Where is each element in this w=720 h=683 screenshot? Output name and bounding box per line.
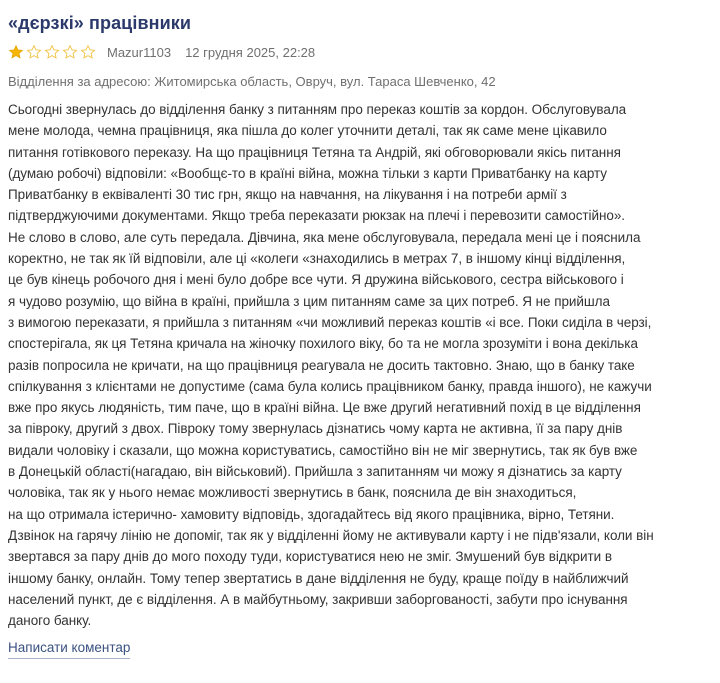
- review-title: «дєрзкі» працівники: [8, 13, 192, 33]
- review-body-line: це був кінець робочого дня і мені було добре все чути. Я дружина військового, сестра військового і: [8, 272, 624, 288]
- review-body-line: Дзвінок на гарячу лінію не допоміг, так як у відділенні йому не активували карту і не підв'язали, коли він: [8, 527, 654, 543]
- write-comment-link[interactable]: Написати коментар: [8, 638, 130, 659]
- review-body-line: чоловіка, так як у нього немає можливості звернутись в банк, пояснила де він знаходиться,: [8, 485, 577, 501]
- review-body-line: спілкування з клієнтами не допустиме (сама була колись працівником банку, правда іншого), не кажучи: [8, 378, 652, 394]
- review-body-line: мене молода, чемна працівниця, яка пішла до колег уточнити деталі, так як саме мене цікавило: [8, 123, 607, 139]
- review-meta: [8, 43, 712, 61]
- star-empty-icon: [62, 44, 78, 60]
- review-body-line: разів попросила не кричати, на що працівниця реагувала не досить тактовно. Знаю, що в банку таке: [8, 357, 635, 373]
- star-rating: [8, 44, 96, 60]
- review-body-line: Сьогодні звернулась до відділення банку з питанням про переказ коштів за кордон. Обслуговувала: [8, 102, 627, 117]
- review-body-line: звертався за пару днів до мого походу туди, користуватися нею не зміг. Змушений був відкрити в: [8, 549, 612, 565]
- review-body-line: коректно, не так як їй відповіли, але ці «колеги «знаходились в метрах 7, в іншому кінці відділення,: [8, 251, 626, 267]
- review-body-line: Приватбанку в еквіваленті 30 тис грн, якщо на навчання, на лікування і на потреби армії з: [8, 187, 567, 203]
- review-body-line: на що отримала істерично- хамовиту відповідь, здогадайтесь від якого працівника, вірно, Тетяни.: [8, 506, 615, 522]
- star-filled-icon: [8, 44, 24, 60]
- review-body-line: даного банку.: [8, 613, 92, 629]
- star-empty-icon: [44, 44, 60, 60]
- review-body-line: видали чоловіку і сказали, що можна користуватись, самостійно він не міг звернутись, так як був вже: [8, 442, 638, 458]
- review-body-line: в Донецькій області(нагадаю, він військовий). Прийшла з запитанням чи можу я дізнатись за карту: [8, 464, 622, 480]
- review-body-line: питання готівкового переказу. На що працівниця Тетяна та Андрій, які обговорювали якісь питання: [8, 144, 621, 160]
- review-body-line: підтверджуючими документами. Якщо треба переказати рюкзак на плечі і перевозити самостійно».: [8, 208, 626, 224]
- review-body-line: за півроку, другий з двох. Півроку тому звернулась дізнатись чому карта не активна, її за пару днів: [8, 421, 623, 437]
- review-body-line: вже про якусь людяність, тим паче, що в країні війна. Це вже другий негативний похід в це відділення: [8, 400, 641, 416]
- star-empty-icon: [80, 44, 96, 60]
- review-body-line: іншому банку, онлайн. Тому тепер звертатись в дане відділення не буду, краще поїду в найближчий: [8, 570, 629, 586]
- review-body-line: Не слово в слово, але суть передала. Дівчина, яка мене обслуговувала, передала мені це і пояснила: [8, 229, 641, 245]
- branch-address: Відділення за адресою: Житомирська область, Овруч, вул. Тараса Шевченко, 42: [8, 74, 496, 89]
- review-body-line: (думаю робочі) відповіли: «Вообщє-то в країні війна, можна тільки з карти Приватбанку на карту: [8, 165, 607, 181]
- review-body-line: з вимогою переказати, я прийшла з питанням «чи можливий переказ коштів «і все. Поки сиділа в черзі,: [8, 314, 652, 330]
- review-date: 12 грудня 2025, 22:28: [185, 44, 316, 60]
- review-body-line: спостерігала, як ця Тетяна кричала на жіночку похилого віку, бо та не могла зрозуміти і вона декілька: [8, 336, 638, 352]
- review-body: [8, 99, 712, 631]
- review-author: Mazur1103: [107, 44, 172, 60]
- review-body-line: населений пункт, де є відділення. А в майбутньому, закривши заборгованості, забути про існування: [8, 591, 628, 607]
- star-empty-icon: [26, 44, 42, 60]
- review-body-line: я чудово розумію, що війна в країні, прийшла з цим питанням саме за цих потреб. Я не прийшла: [8, 293, 610, 309]
